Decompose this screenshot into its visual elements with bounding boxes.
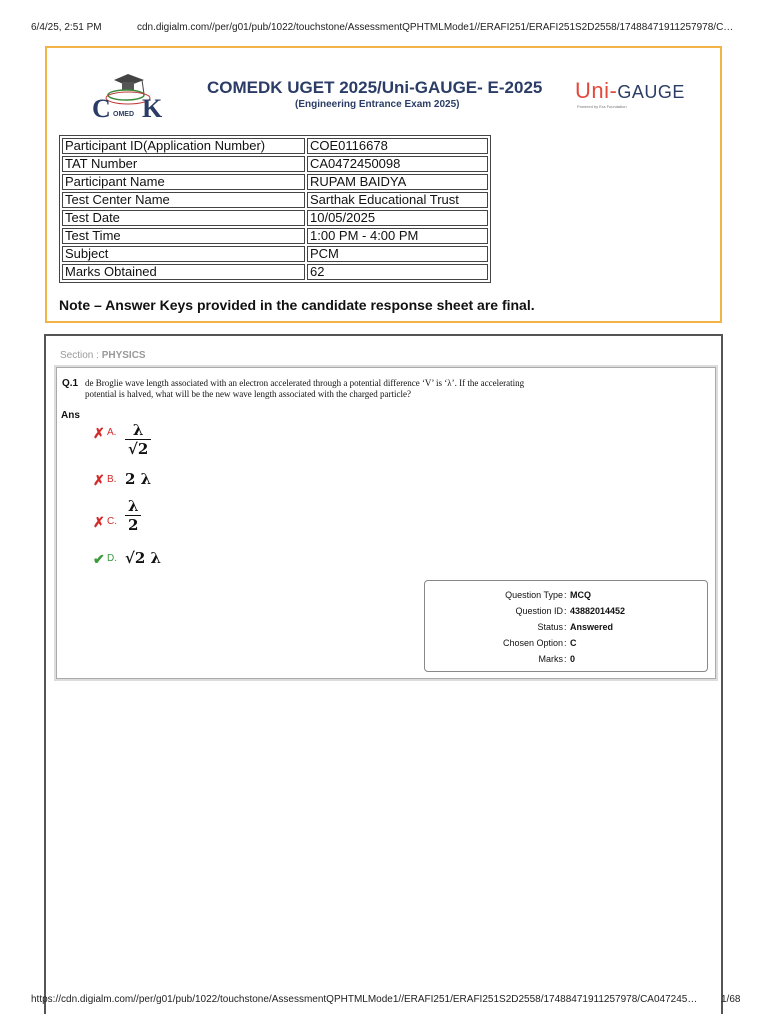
participant-field-label: Participant ID(Application Number) bbox=[62, 138, 305, 154]
option-letter: D. bbox=[107, 553, 117, 564]
meta-label: Question ID bbox=[515, 606, 563, 616]
meta-label: Chosen Option bbox=[502, 638, 563, 648]
check-icon: ✔ bbox=[93, 551, 105, 567]
section-prefix: Section : bbox=[60, 350, 102, 361]
question-panel bbox=[44, 334, 723, 1014]
participant-field-value: CA0472450098 bbox=[307, 156, 488, 172]
participant-field-label: Test Time bbox=[62, 228, 305, 244]
meta-row bbox=[425, 622, 709, 636]
participant-field-value: 1:00 PM - 4:00 PM bbox=[307, 228, 488, 244]
meta-colon: : bbox=[564, 654, 567, 664]
participant-table bbox=[59, 135, 491, 283]
print-url: cdn.digialm.com//per/g01/pub/1022/touchstone/AssessmentQPHTMLMode1//ERAFI251/ERAFI251S2D2558/17488471911257978/C… bbox=[137, 22, 734, 33]
page-number: 1/68 bbox=[721, 994, 741, 1005]
meta-label: Question Type bbox=[505, 590, 563, 600]
option-letter: A. bbox=[107, 427, 117, 438]
option-letter: C. bbox=[107, 516, 117, 527]
print-header bbox=[0, 0, 768, 33]
option-a-denominator: √2 bbox=[125, 439, 151, 458]
cross-icon: ✗ bbox=[93, 425, 105, 441]
question-meta-box bbox=[424, 580, 708, 672]
meta-row bbox=[425, 606, 709, 620]
participant-field-value: PCM bbox=[307, 246, 488, 262]
participant-field-label: Subject bbox=[62, 246, 305, 262]
print-datetime: 6/4/25, 2:51 PM bbox=[31, 22, 102, 33]
unigauge-gauge: GAUGE bbox=[617, 82, 685, 102]
question-number: Q.1 bbox=[62, 378, 79, 389]
participant-row bbox=[62, 156, 488, 172]
participant-field-value: RUPAM BAIDYA bbox=[307, 174, 488, 190]
participant-row bbox=[62, 192, 488, 208]
meta-colon: : bbox=[564, 622, 567, 632]
meta-value: Answered bbox=[570, 622, 614, 632]
cross-icon: ✗ bbox=[93, 514, 105, 530]
meta-row bbox=[425, 590, 709, 604]
question-text: de Broglie wave length associated with an electron accelerated through a potential difference ‘V’ is ‘λ’. If the accelerating potential is halved, what will be the new wave length associated with the charged particle? bbox=[85, 378, 525, 399]
option-a-numerator: λ bbox=[132, 421, 144, 439]
participant-row bbox=[62, 228, 488, 244]
exam-subtitle: (Engineering Entrance Exam 2025) bbox=[295, 99, 460, 110]
cross-icon: ✗ bbox=[93, 472, 105, 488]
participant-row bbox=[62, 210, 488, 226]
meta-colon: : bbox=[564, 638, 567, 648]
meta-colon: : bbox=[564, 606, 567, 616]
meta-value: C bbox=[570, 638, 577, 648]
meta-row bbox=[425, 654, 709, 668]
participant-field-value: Sarthak Educational Trust bbox=[307, 192, 488, 208]
logo-omed: OMED bbox=[113, 111, 134, 118]
option-c-numerator: λ bbox=[128, 497, 139, 515]
unigauge-tagline: Powered by Era Foundation bbox=[577, 104, 627, 109]
option-d-expression: √2 λ bbox=[125, 549, 162, 567]
participant-row bbox=[62, 174, 488, 190]
participant-field-label: Marks Obtained bbox=[62, 264, 305, 280]
meta-value: 43882014452 bbox=[570, 606, 626, 616]
participant-field-value: 62 bbox=[307, 264, 488, 280]
participant-field-label: Test Center Name bbox=[62, 192, 305, 208]
unigauge-logo bbox=[575, 78, 685, 104]
option-a-expression bbox=[125, 421, 151, 458]
option-letter: B. bbox=[107, 474, 117, 485]
participant-info-box bbox=[45, 46, 722, 323]
participant-field-label: TAT Number bbox=[62, 156, 305, 172]
meta-label: Status bbox=[537, 622, 563, 632]
participant-row bbox=[62, 246, 488, 262]
logo-k: K bbox=[142, 94, 163, 123]
participant-field-label: Participant Name bbox=[62, 174, 305, 190]
exam-title: COMEDK UGET 2025/Uni-GAUGE- E-2025 bbox=[207, 78, 543, 97]
section-name: PHYSICS bbox=[101, 350, 146, 361]
participant-field-value: 10/05/2025 bbox=[307, 210, 488, 226]
participant-row bbox=[62, 138, 488, 154]
answer-label: Ans bbox=[61, 410, 80, 421]
answer-key-note: Note – Answer Keys provided in the candidate response sheet are final. bbox=[59, 297, 535, 313]
meta-label: Marks bbox=[538, 654, 563, 664]
participant-row bbox=[62, 264, 488, 280]
footer-url: https://cdn.digialm.com//per/g01/pub/1022/touchstone/AssessmentQPHTMLMode1//ERAFI251/ERAFI251S2D2558/17488471911257978/CA047245… bbox=[31, 994, 698, 1005]
meta-value: MCQ bbox=[570, 590, 591, 600]
unigauge-uni: Uni- bbox=[575, 78, 618, 103]
option-c-denominator: 2 bbox=[125, 515, 141, 534]
meta-colon: : bbox=[564, 590, 567, 600]
option-c-expression bbox=[125, 497, 142, 534]
question-card bbox=[56, 367, 716, 679]
logo-c: C bbox=[92, 94, 111, 123]
participant-field-label: Test Date bbox=[62, 210, 305, 226]
option-b-expression: 2 λ bbox=[125, 470, 152, 488]
meta-row bbox=[425, 638, 709, 652]
participant-field-value: COE0116678 bbox=[307, 138, 488, 154]
meta-value: 0 bbox=[570, 654, 576, 664]
section-label bbox=[60, 350, 146, 361]
comedk-logo bbox=[92, 68, 167, 123]
